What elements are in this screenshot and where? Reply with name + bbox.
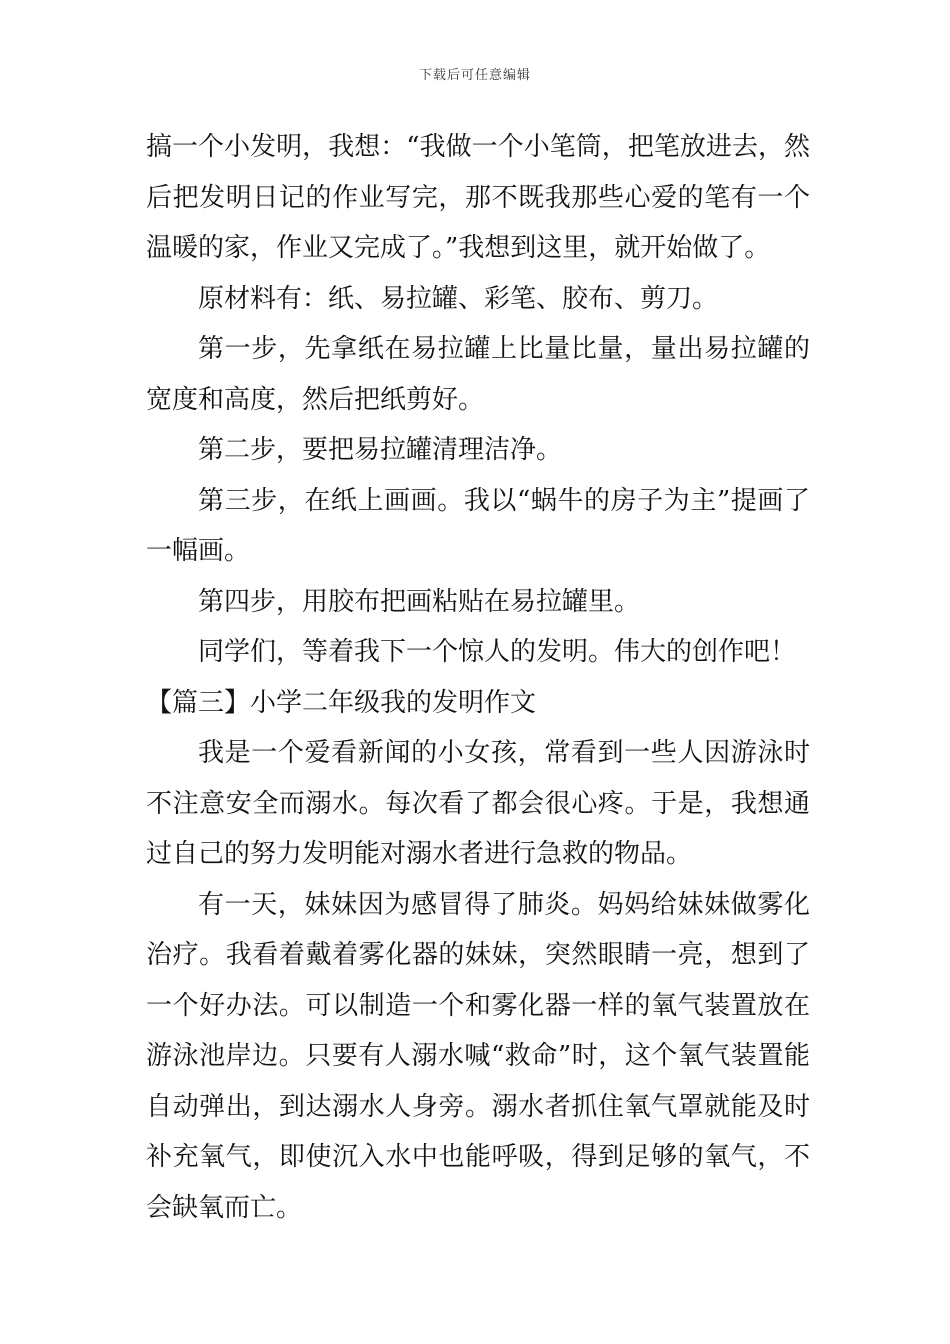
section-heading: 【篇三】小学二年级我的发明作文 <box>146 687 537 718</box>
paragraph: 第一步，先拿纸在易拉罐上比量比量，量出易拉罐的宽度和高度，然后把纸剪好。 <box>146 334 810 415</box>
paragraph: 第二步，要把易拉罐清理洁净。 <box>198 435 563 465</box>
paragraph: 原材料有：纸、易拉罐、彩笔、胶布、剪刀。 <box>198 283 719 314</box>
paragraph: 有一天，妹妹因为感冒得了肺炎。妈妈给妹妹做雾化治疗。我看着戴着雾化器的妹妹，突然眼睛一亮，想到了一个好办法。可以制造一个和雾化器一样的氧气装置放在游泳池岸边。只要有人溺水喊“救命”时，这个氧气装置能自动弹出，到达溺水人身旁。溺水者抓住氧气罩就能及时补充氧气，即使沉入水中也能呼吸，得到足够的氧气，不会缺氧而亡。 <box>146 889 810 1223</box>
paragraph: 第四步，用胶布把画粘贴在易拉罐里。 <box>198 586 641 617</box>
paragraph: 搞一个小发明，我想：“我做一个小笔筒，把笔放进去，然后把发明日记的作业写完，那不既我那些心爱的笔有一个温暖的家，作业又完成了。”我想到这里，就开始做了。 <box>146 132 810 263</box>
page-header: 下载后可任意编辑 <box>418 68 531 83</box>
document-body <box>146 122 810 1233</box>
paragraph: 第三步，在纸上画画。我以“蜗牛的房子为主”提画了一幅画。 <box>146 485 810 566</box>
paragraph: 同学们，等着我下一个惊人的发明。伟大的创作吧！ <box>198 637 797 667</box>
paragraph: 我是一个爱看新闻的小女孩，常看到一些人因游泳时不注意安全而溺水。每次看了都会很心疼。于是，我想通过自己的努力发明能对溺水者进行急救的物品。 <box>146 738 810 869</box>
